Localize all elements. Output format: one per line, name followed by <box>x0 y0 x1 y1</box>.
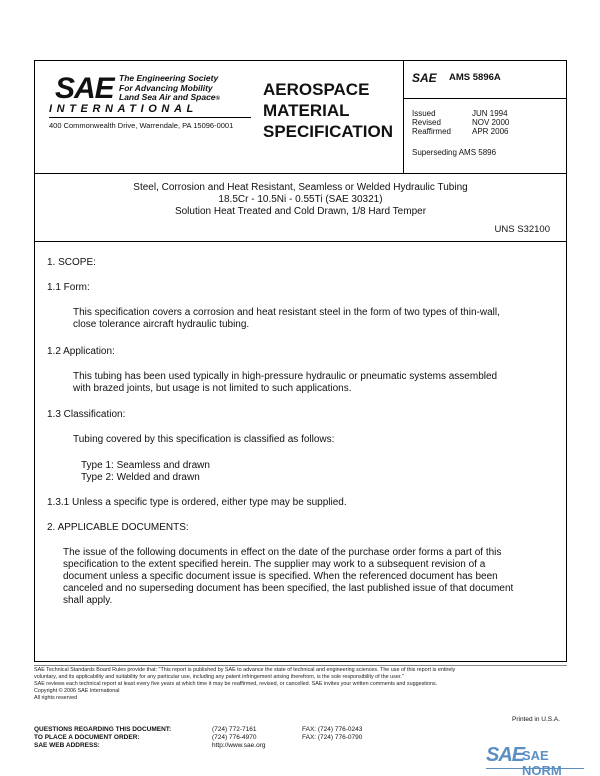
section-1-heading: 1. SCOPE: <box>47 257 96 268</box>
footer-divider <box>34 665 567 666</box>
section-1-2-text: This tubing has been used typically in high-pressure hydraulic or pneumatic systems assembled with brazed joints, but usage is not limited to such applications. <box>73 371 498 394</box>
section-1-2-heading: 1.2 Application: <box>47 346 115 357</box>
section-1-3-text: Tubing covered by this specification is classified as follows: <box>73 434 335 445</box>
contact-info: QUESTIONS REGARDING THIS DOCUMENT: (724) 772-7161 FAX: (724) 776-0243 TO PLACE A DOCUMENT ORDER: (724) 776-4970 FAX: (724) 776-0790 SAE WEB ADDRESS: http://www.sae.org <box>34 726 363 749</box>
ams-number-box <box>404 61 566 99</box>
sae-address: 400 Commonwealth Drive, Warrendale, PA 15096-0001 <box>49 121 234 130</box>
sae-logo: SAE <box>55 72 114 105</box>
document-type-title: AEROSPACE MATERIAL SPECIFICATION <box>263 80 394 141</box>
ams-number: AMS 5896A <box>449 72 501 83</box>
subject-divider <box>35 241 566 242</box>
section-1-3-heading: 1.3 Classification: <box>47 409 126 420</box>
sae-norm-watermark: SAE SAE NORM <box>486 744 586 774</box>
revision-dates: Issued JUN 1994 Revised NOV 2000 Reaffirmed APR 2006 <box>412 109 510 136</box>
section-1-1-heading: 1.1 Form: <box>47 282 90 293</box>
document-subject: Steel, Corrosion and Heat Resistant, Seamless or Welded Hydraulic Tubing 18.5Cr - 10.5Ni - 0.55Ti (SAE 30321) Solution Heat Treated and Cold Drawn, 1/8 Hard Temper <box>133 182 468 217</box>
section-1-1-text: This specification covers a corrosion and heat resistant steel in the form of two types of thin-wall, close tolerance aircraft hydraulic tubing. <box>73 307 500 330</box>
sae-mini-logo: SAE <box>412 71 437 85</box>
logo-divider <box>49 117 251 118</box>
header-right <box>403 61 566 173</box>
section-2-heading: 2. APPLICABLE DOCUMENTS: <box>47 522 189 533</box>
footer-notice: SAE Technical Standards Board Rules provide that: "This report is published by SAE to advance the state of technical and engineering sciences. The use of this report is entirely voluntary, and its applicability and suitability for any particular use, including any patent infringement arising therefrom, is the sole responsibility of the user." SAE reviews each technical report at least every five years at which time it may be reaffirmed, revised, or cancelled. SAE invites your written comments and suggestions. Copyright © 2006 SAE International All rights reserved <box>34 667 456 701</box>
section-2-text: The issue of the following documents in effect on the date of the purchase order forms a part of this specification to the extent specified herein. The supplier may work to a subsequent revision of a document unless a specific document issue is specified. When the referenced document has been canceled and no superseding document has been specified, the last published issue of that document shall apply. <box>63 547 514 606</box>
uns-number: UNS S32100 <box>494 224 550 235</box>
spec-frame <box>34 60 567 662</box>
superseding-note: Superseding AMS 5896 <box>412 148 497 157</box>
sae-web-link[interactable]: http://www.sae.org <box>212 742 266 749</box>
society-tagline: The Engineering Society For Advancing Mobility Land Sea Air and Space® <box>119 73 220 102</box>
spec-header <box>35 61 566 174</box>
section-1-3-1: 1.3.1 Unless a specific type is ordered, either type may be supplied. <box>47 497 347 508</box>
type-list: Type 1: Seamless and drawn Type 2: Welded and drawn <box>81 460 210 483</box>
header-left <box>35 61 403 173</box>
printed-in: Printed in U.S.A. <box>512 716 561 723</box>
international-wordmark: INTERNATIONAL <box>49 103 198 115</box>
